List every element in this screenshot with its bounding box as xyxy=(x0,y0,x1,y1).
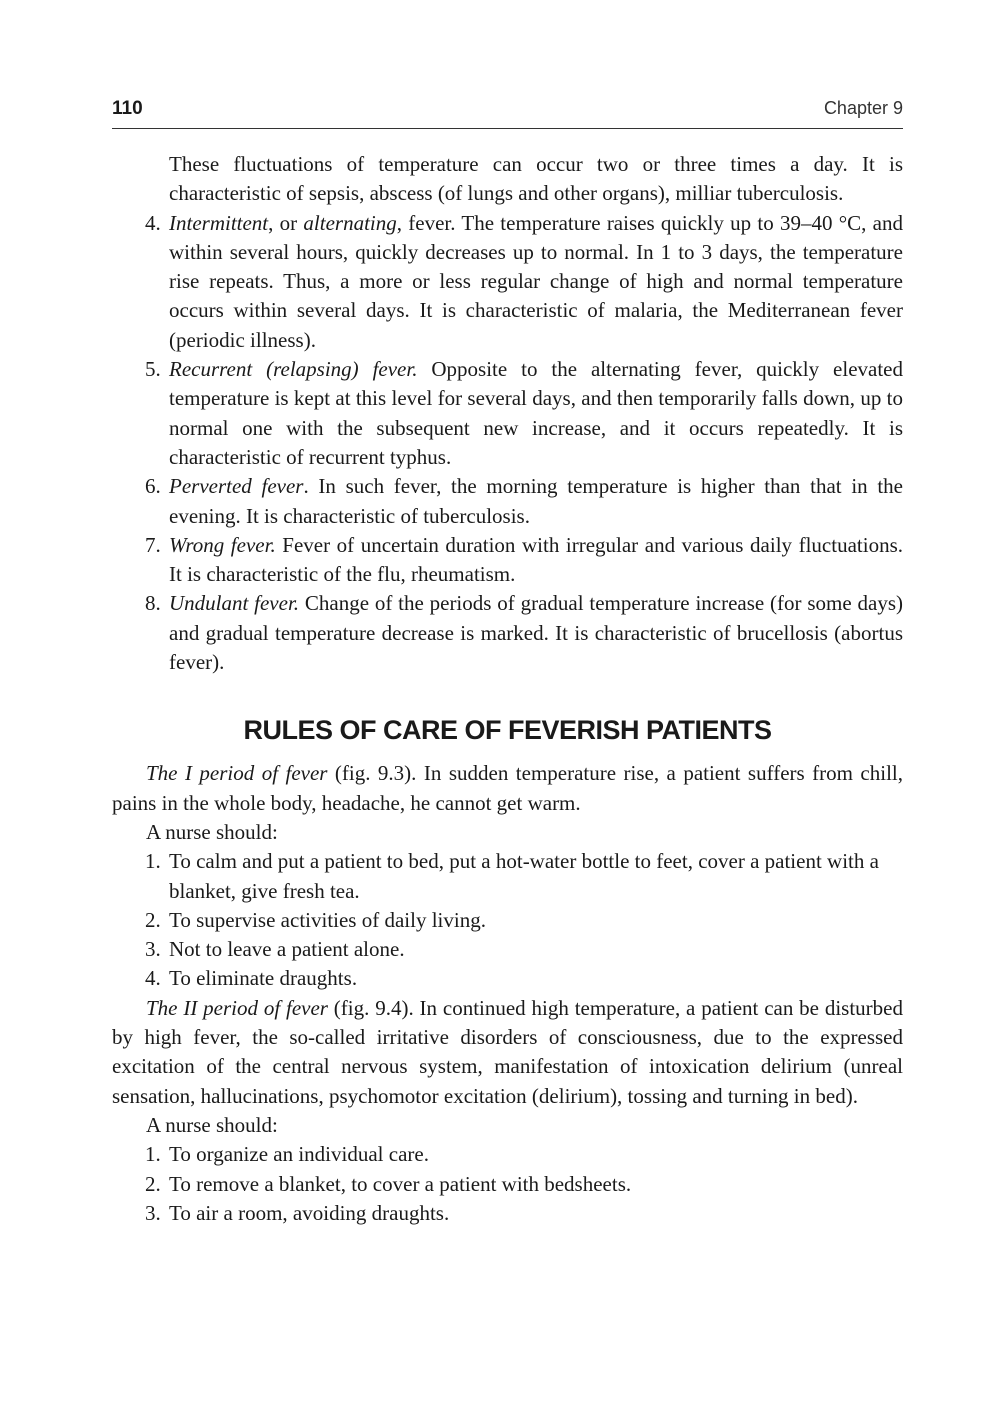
list-text: Undulant fever. Change of the periods of gradual temperature increase (for some days) and gradual temperature decrease is marked. It is characteristic of brucellosis (abortus fever). xyxy=(169,591,903,675)
list-number: 4. xyxy=(145,966,161,991)
list-text: To calm and put a patient to bed, put a hot-water bottle to feet, cover a patient with a blanket, give fresh tea. xyxy=(169,849,879,903)
nurse-should-1: A nurse should: xyxy=(146,819,278,844)
list-number: 2. xyxy=(145,1171,161,1196)
fever-term: Intermittent xyxy=(169,210,269,235)
page-body xyxy=(112,150,903,1228)
list-text: Recurrent (relapsing) fever. Opposite to the alternating fever, quickly elevated temperature is kept at this level for several days, and then temporarily falls down, up to normal one with the subsequent new increase, and it occurs repeatedly. It is characteristic of recurrent typhus. xyxy=(169,357,903,469)
fever-term: Undulant fever. xyxy=(169,591,300,616)
list-text: To remove a blanket, to cover a patient with bedsheets. xyxy=(169,1171,632,1196)
list-number: 6. xyxy=(145,474,161,499)
section-heading: RULES OF CARE OF FEVERISH PATIENTS xyxy=(243,715,772,746)
list-number: 3. xyxy=(145,937,161,962)
period-2-title: The II period of fever xyxy=(146,995,328,1020)
care-item xyxy=(112,1199,903,1228)
fever-term-alt: alternating xyxy=(303,210,397,235)
list-text: To organize an individual care. xyxy=(169,1142,429,1167)
list-text: To eliminate draughts. xyxy=(169,966,358,991)
care-item xyxy=(112,906,903,935)
care-item xyxy=(112,847,903,906)
list-number: 1. xyxy=(145,1142,161,1167)
period-1-title: The I period of fever xyxy=(146,761,328,786)
list-number: 2. xyxy=(145,907,161,932)
list-number: 4. xyxy=(145,210,161,235)
list-number: 1. xyxy=(145,849,161,874)
care-item xyxy=(112,935,903,964)
running-head xyxy=(112,96,903,129)
period-1-paragraph: The I period of fever (fig. 9.3). In sudden temperature rise, a patient suffers from chill, pains in the whole body, headache, he cannot get warm. xyxy=(112,761,903,815)
list-text: Perverted fever. In such fever, the morning temperature is higher than that in the evening. It is characteristic of tuberculosis. xyxy=(169,474,904,528)
list-text: To supervise activities of daily living. xyxy=(169,907,486,932)
list-item-fever-8 xyxy=(112,589,903,677)
list-item-fever-5 xyxy=(112,355,903,472)
chapter-label: Chapter 9 xyxy=(823,98,903,118)
care-item xyxy=(112,1140,903,1169)
list-number: 5. xyxy=(145,357,161,382)
list-text: Wrong fever. Fever of uncertain duration with irregular and various daily fluctuations. It is characteristic of the flu, rheumatism. xyxy=(169,532,903,587)
list-item-fever-6 xyxy=(112,472,903,531)
list-item-fever-4 xyxy=(112,209,903,355)
page-number: 110 xyxy=(112,98,143,119)
list-number: 8. xyxy=(145,591,161,616)
care-item xyxy=(112,1170,903,1199)
list-text: Not to leave a patient alone. xyxy=(169,937,405,962)
fever-term: Perverted fever xyxy=(169,474,304,499)
list-item-fever-7 xyxy=(112,531,903,590)
fever-term: Wrong fever. xyxy=(169,532,276,557)
list-number: 7. xyxy=(145,532,161,557)
list-text: To air a room, avoiding draughts. xyxy=(169,1200,450,1225)
care-item xyxy=(112,964,903,993)
nurse-should-2: A nurse should: xyxy=(146,1112,278,1137)
continuation-paragraph: These fluctuations of temperature can occur two or three times a day. It is characteristic of sepsis, abscess (of lungs and other organs), milliar tuberculosis. xyxy=(169,152,903,206)
list-text: Intermittent, or alternating, fever. The temperature raises quickly up to 39–40 °C, and within several hours, quickly decreases up to normal. In 1 to 3 days, the temperature rise repeats. Thus, a more or less regular change of high and normal temperature occurs within several days. It is characteristic of malaria, the Mediterranean fever (periodic illness). xyxy=(169,210,903,352)
period-2-paragraph: The II period of fever (fig. 9.4). In continued high temperature, a patient can be disturbed by high fever, the so-called irritative disorders of consciousness, due to the expressed excitation of the central nervous system, manifestation of intoxication delirium (unreal sensation, hallucinations, psychomotor excitation (delirium), tossing and turning in bed). xyxy=(112,995,903,1108)
fever-term: Recurrent (relapsing) fever. xyxy=(169,357,418,382)
list-number: 3. xyxy=(145,1200,161,1225)
